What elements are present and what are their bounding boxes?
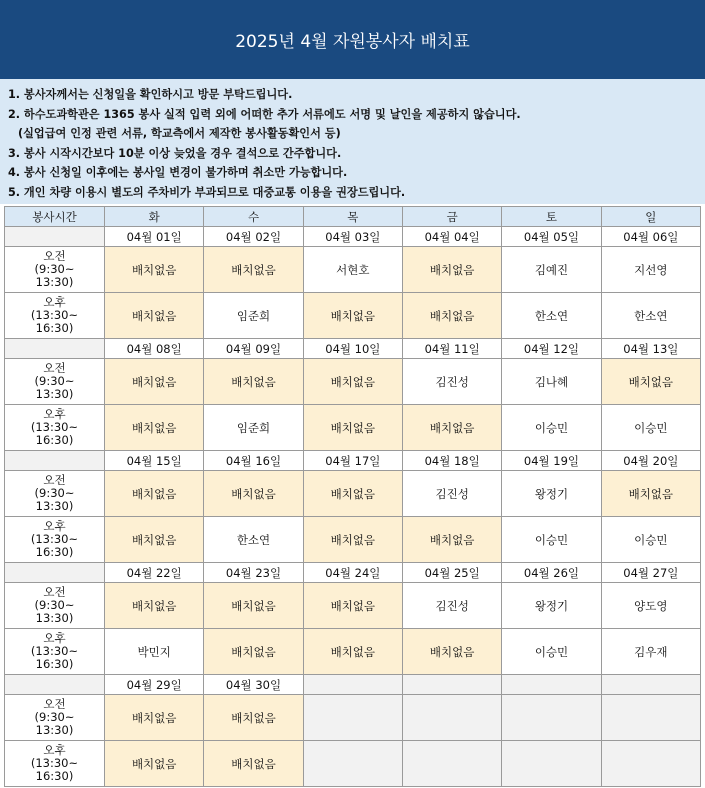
header-day-1: 화 (105, 207, 204, 227)
volunteer-name-cell: 이승민 (502, 629, 601, 675)
shift-label-line: 오전 (43, 249, 66, 263)
date-cell: 04월 18일 (402, 451, 501, 471)
shift-label-am (5, 471, 105, 517)
notice-line: (실업급여 인정 관련 서류, 학교측에서 제작한 봉사활동확인서 등) (18, 127, 341, 140)
date-row-spacer (5, 451, 105, 471)
date-cell: 04월 09일 (204, 339, 303, 359)
notice-line: 5. 개인 차량 이용시 별도의 주차비가 부과되므로 대중교통 이용을 권장드립니다. (8, 185, 406, 199)
shift-label-line: 16:30) (35, 433, 74, 447)
shift-label-line: 16:30) (35, 321, 74, 335)
date-cell: 04월 11일 (402, 339, 501, 359)
notice-line: 3. 봉사 시작시간보다 10분 이상 늦었을 경우 결석으로 간주합니다. (8, 146, 342, 160)
volunteer-name-cell: 이승민 (502, 517, 601, 563)
shift-label-pm (5, 741, 105, 787)
date-cell: 04월 23일 (204, 563, 303, 583)
shift-row-am (5, 247, 701, 293)
no-assignment-cell: 배치없음 (105, 583, 204, 629)
volunteer-name-cell: 왕정기 (502, 471, 601, 517)
volunteer-name-cell: 김예진 (502, 247, 601, 293)
date-cell: 04월 06일 (601, 227, 700, 247)
no-assignment-cell: 배치없음 (303, 629, 402, 675)
volunteer-name-cell: 임준희 (204, 293, 303, 339)
notice-line: 2. 하수도과학관은 1365 봉사 실적 입력 외에 어떠한 추가 서류에도 서명 및 날인을 제공하지 않습니다. (8, 107, 521, 121)
shift-label-pm (5, 629, 105, 675)
volunteer-name-cell: 이승민 (601, 405, 700, 451)
no-assignment-cell: 배치없음 (105, 471, 204, 517)
notice-panel (0, 79, 705, 204)
header-day-5: 토 (502, 207, 601, 227)
shift-label-line: 오후 (43, 407, 66, 421)
shift-label-line: (9:30~ (34, 486, 75, 500)
shift-label-line: (9:30~ (34, 374, 75, 388)
shift-label-line: 오후 (43, 743, 66, 757)
no-assignment-cell: 배치없음 (303, 359, 402, 405)
empty-cell (502, 741, 601, 787)
no-assignment-cell: 배치없음 (601, 359, 700, 405)
shift-label-line: (9:30~ (34, 262, 75, 276)
empty-cell (303, 675, 402, 695)
volunteer-name-cell: 김우재 (601, 629, 700, 675)
no-assignment-cell: 배치없음 (105, 741, 204, 787)
no-assignment-cell: 배치없음 (204, 629, 303, 675)
no-assignment-cell: 배치없음 (402, 517, 501, 563)
shift-label-pm (5, 405, 105, 451)
volunteer-name-cell: 김진성 (402, 471, 501, 517)
no-assignment-cell: 배치없음 (204, 471, 303, 517)
no-assignment-cell: 배치없음 (204, 695, 303, 741)
shift-row-am (5, 359, 701, 405)
header-day-2: 수 (204, 207, 303, 227)
empty-cell (601, 695, 700, 741)
header-day-4: 금 (402, 207, 501, 227)
volunteer-name-cell: 한소연 (502, 293, 601, 339)
shift-label-line: 오후 (43, 519, 66, 533)
volunteer-name-cell: 임준희 (204, 405, 303, 451)
volunteer-name-cell: 한소연 (601, 293, 700, 339)
empty-cell (502, 695, 601, 741)
shift-label-am (5, 359, 105, 405)
shift-row-am (5, 583, 701, 629)
date-cell: 04월 26일 (502, 563, 601, 583)
volunteer-name-cell: 이승민 (502, 405, 601, 451)
empty-cell (502, 675, 601, 695)
no-assignment-cell: 배치없음 (402, 629, 501, 675)
date-cell: 04월 22일 (105, 563, 204, 583)
title-bar (0, 0, 705, 79)
no-assignment-cell: 배치없음 (105, 293, 204, 339)
date-cell: 04월 19일 (502, 451, 601, 471)
shift-label-line: 16:30) (35, 657, 74, 671)
shift-row-pm (5, 629, 701, 675)
date-cell: 04월 05일 (502, 227, 601, 247)
shift-label-line: (13:30~ (30, 420, 79, 434)
no-assignment-cell: 배치없음 (105, 359, 204, 405)
empty-cell (402, 741, 501, 787)
schedule-table (4, 206, 701, 787)
date-row-spacer (5, 339, 105, 359)
volunteer-name-cell: 왕정기 (502, 583, 601, 629)
date-cell: 04월 16일 (204, 451, 303, 471)
shift-label-line: 13:30) (35, 723, 74, 737)
shift-label-line: (13:30~ (30, 308, 79, 322)
empty-cell (402, 695, 501, 741)
shift-label-line: 오전 (43, 697, 66, 711)
shift-label-line: (9:30~ (34, 710, 75, 724)
no-assignment-cell: 배치없음 (105, 247, 204, 293)
date-cell: 04월 24일 (303, 563, 402, 583)
volunteer-name-cell: 지선영 (601, 247, 700, 293)
no-assignment-cell: 배치없음 (105, 517, 204, 563)
volunteer-name-cell: 서현호 (303, 247, 402, 293)
date-cell: 04월 10일 (303, 339, 402, 359)
empty-cell (601, 741, 700, 787)
date-cell: 04월 01일 (105, 227, 204, 247)
no-assignment-cell: 배치없음 (303, 471, 402, 517)
shift-label-pm (5, 517, 105, 563)
empty-cell (601, 675, 700, 695)
date-cell: 04월 04일 (402, 227, 501, 247)
shift-label-line: 13:30) (35, 611, 74, 625)
shift-label-line: (13:30~ (30, 756, 79, 770)
date-row-spacer (5, 675, 105, 695)
date-cell: 04월 29일 (105, 675, 204, 695)
empty-cell (303, 695, 402, 741)
notice-line: 4. 봉사 신청일 이후에는 봉사일 변경이 불가하며 취소만 가능합니다. (8, 166, 348, 179)
header-day-3: 목 (303, 207, 402, 227)
volunteer-name-cell: 이승민 (601, 517, 700, 563)
shift-row-pm (5, 405, 701, 451)
page-title: 2025년 4월 자원봉사자 배치표 (235, 32, 470, 52)
date-cell: 04월 15일 (105, 451, 204, 471)
date-cell: 04월 02일 (204, 227, 303, 247)
shift-label-line: 오후 (43, 631, 66, 645)
no-assignment-cell: 배치없음 (204, 359, 303, 405)
no-assignment-cell: 배치없음 (303, 405, 402, 451)
no-assignment-cell: 배치없음 (303, 583, 402, 629)
volunteer-name-cell: 양도영 (601, 583, 700, 629)
no-assignment-cell: 배치없음 (402, 405, 501, 451)
date-cell: 04월 30일 (204, 675, 303, 695)
volunteer-name-cell: 김나혜 (502, 359, 601, 405)
volunteer-name-cell: 김진성 (402, 583, 501, 629)
shift-label-line: 오후 (43, 295, 66, 309)
no-assignment-cell: 배치없음 (303, 293, 402, 339)
date-row-spacer (5, 563, 105, 583)
no-assignment-cell: 배치없음 (402, 247, 501, 293)
shift-label-line: 16:30) (35, 769, 74, 783)
shift-label-am (5, 583, 105, 629)
shift-label-line: 13:30) (35, 387, 74, 401)
shift-label-am (5, 695, 105, 741)
date-cell: 04월 12일 (502, 339, 601, 359)
shift-row-pm (5, 741, 701, 787)
shift-label-am (5, 247, 105, 293)
no-assignment-cell: 배치없음 (303, 517, 402, 563)
shift-label-line: 오전 (43, 473, 66, 487)
volunteer-name-cell: 한소연 (204, 517, 303, 563)
volunteer-name-cell: 김진성 (402, 359, 501, 405)
shift-label-line: (13:30~ (30, 532, 79, 546)
shift-label-line: (13:30~ (30, 644, 79, 658)
notice-line: 1. 봉사자께서는 신청일을 확인하시고 방문 부탁드립니다. (8, 88, 293, 101)
shift-row-am (5, 695, 701, 741)
no-assignment-cell: 배치없음 (204, 583, 303, 629)
shift-row-am (5, 471, 701, 517)
no-assignment-cell: 배치없음 (402, 293, 501, 339)
date-cell: 04월 08일 (105, 339, 204, 359)
shift-label-line: 오전 (43, 361, 66, 375)
no-assignment-cell: 배치없음 (204, 741, 303, 787)
no-assignment-cell: 배치없음 (204, 247, 303, 293)
shift-label-line: (9:30~ (34, 598, 75, 612)
date-cell: 04월 13일 (601, 339, 700, 359)
date-cell: 04월 17일 (303, 451, 402, 471)
no-assignment-cell: 배치없음 (105, 405, 204, 451)
date-cell: 04월 20일 (601, 451, 700, 471)
header-day-6: 일 (601, 207, 700, 227)
shift-label-line: 13:30) (35, 499, 74, 513)
volunteer-name-cell: 박민지 (105, 629, 204, 675)
empty-cell (402, 675, 501, 695)
empty-cell (303, 741, 402, 787)
shift-row-pm (5, 517, 701, 563)
shift-label-line: 13:30) (35, 275, 74, 289)
shift-label-line: 16:30) (35, 545, 74, 559)
shift-label-line: 오전 (43, 585, 66, 599)
no-assignment-cell: 배치없음 (105, 695, 204, 741)
shift-label-pm (5, 293, 105, 339)
date-cell: 04월 27일 (601, 563, 700, 583)
header-shift-time: 봉사시간 (5, 207, 105, 227)
no-assignment-cell: 배치없음 (601, 471, 700, 517)
date-row-spacer (5, 227, 105, 247)
date-cell: 04월 03일 (303, 227, 402, 247)
shift-row-pm (5, 293, 701, 339)
date-cell: 04월 25일 (402, 563, 501, 583)
